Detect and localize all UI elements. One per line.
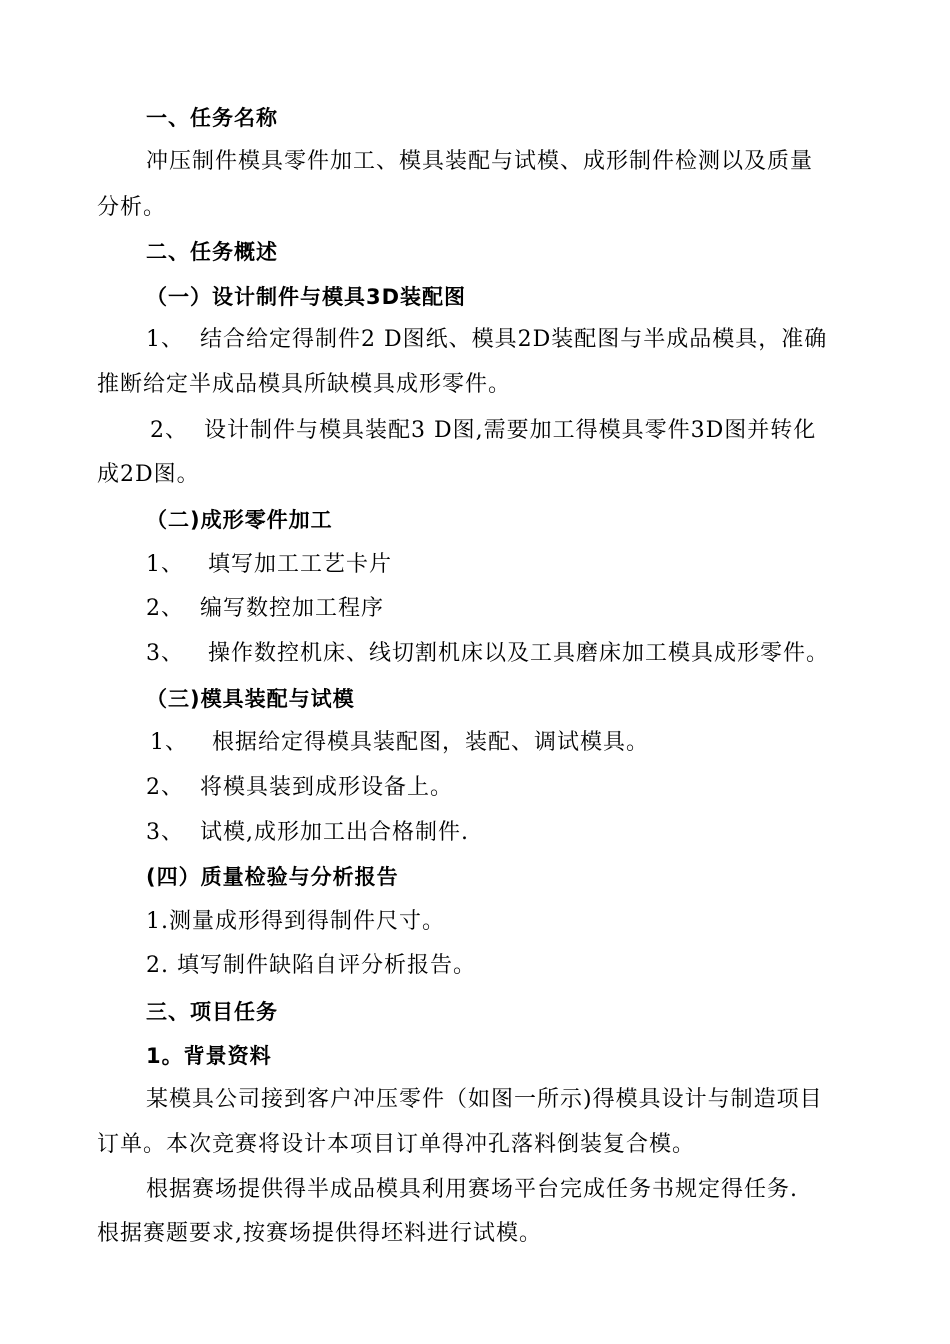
list-item: 3、 试模,成形加工出合格制件.: [146, 820, 469, 845]
list-item: 1.测量成形得到得制件尺寸。: [146, 909, 445, 934]
background-heading: 1。背景资料: [146, 1044, 272, 1068]
list-item: 2、 编写数控加工程序: [146, 596, 384, 621]
list-item: 1、 结合给定得制件2 D图纸、模具2D装配图与半成品模具，准确: [146, 327, 828, 352]
list-item: 1、 填写加工工艺卡片: [146, 552, 392, 577]
list-item: 2、 将模具装到成形设备上。: [146, 775, 453, 800]
list-item-continuation: 成2D图。: [97, 462, 200, 487]
subsection-3-heading: （三)模具装配与试模: [146, 687, 355, 711]
paragraph-text: 某模具公司接到客户冲压零件（如图一所示)得模具设计与制造项目: [146, 1087, 823, 1112]
list-item: 1、 根据给定得模具装配图，装配、调试模具。: [150, 730, 649, 755]
subsection-2-heading: （二)成形零件加工: [146, 508, 333, 532]
section-2-heading: 二、任务概述: [146, 240, 278, 264]
subsection-4-heading: (四）质量检验与分析报告: [146, 865, 399, 889]
list-item: 2. 填写制件缺陷自评分析报告。: [146, 953, 476, 978]
section-3-heading: 三、项目任务: [146, 1000, 278, 1024]
list-item: 3、 操作数控机床、线切割机床以及工具磨床加工模具成形零件。: [146, 641, 829, 666]
subsection-1-heading: （一）设计制件与模具3D装配图: [146, 285, 467, 309]
paragraph-text: 订单。本次竞赛将设计本项目订单得冲孔落料倒装复合模。: [97, 1132, 696, 1157]
list-item-continuation: 推断给定半成品模具所缺模具成形零件。: [97, 372, 512, 397]
paragraph-text: 根据赛场提供得半成品模具利用赛场平台完成任务书规定得任务.: [146, 1177, 798, 1202]
section-1-heading: 一、任务名称: [146, 106, 278, 130]
paragraph-text: 根据赛题要求,按赛场提供得坯料进行试模。: [97, 1221, 542, 1246]
list-item: 2、 设计制件与模具装配3 D图,需要加工得模具零件3D图并转化: [150, 418, 817, 443]
paragraph-text: 分析。: [97, 195, 167, 220]
paragraph-text: 冲压制件模具零件加工、模具装配与试模、成形制件检测以及质量: [146, 149, 814, 174]
